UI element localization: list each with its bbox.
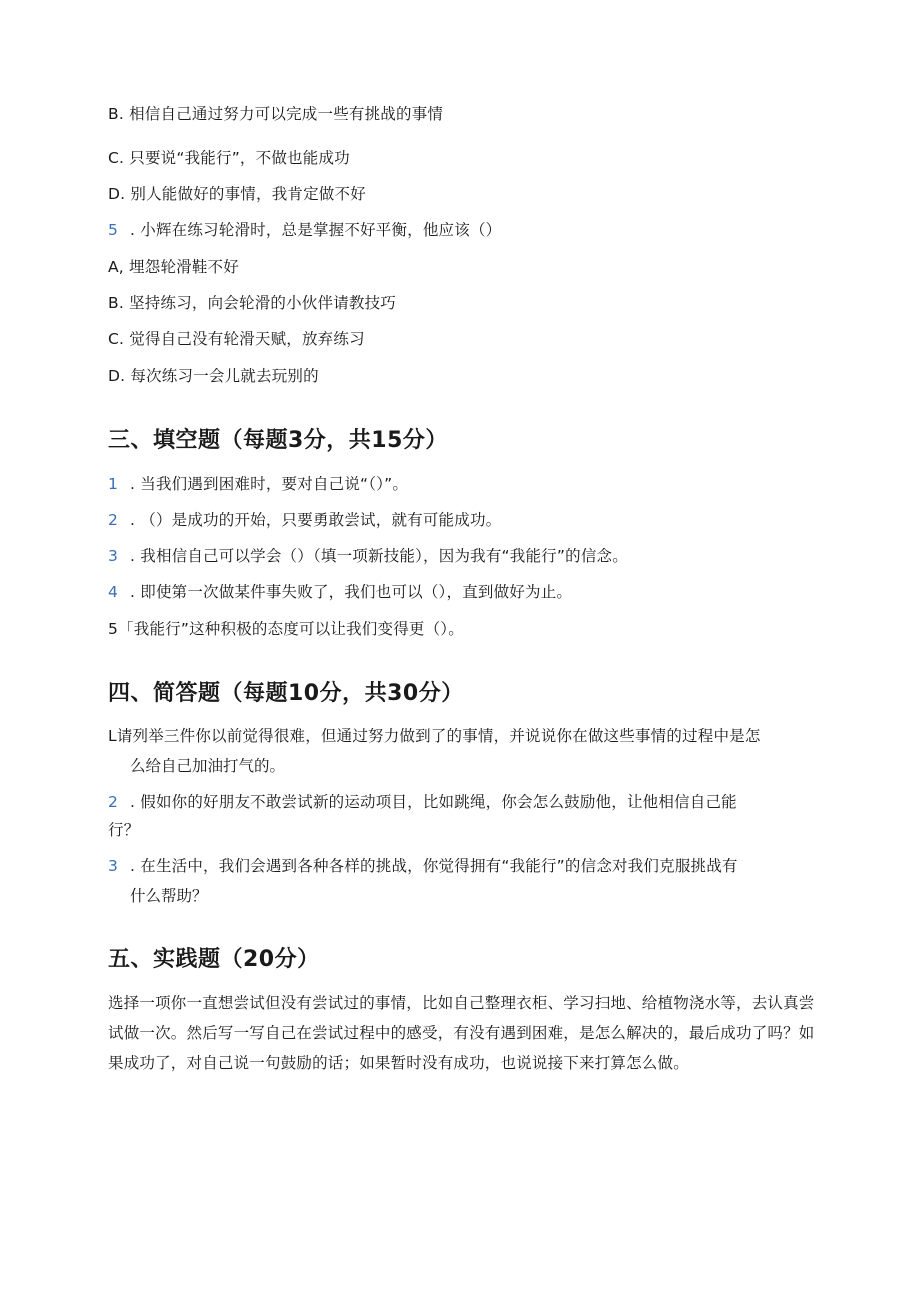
fill-item-2-text: . （）是成功的开始，只要勇敢尝试，就有可能成功。 bbox=[130, 511, 502, 529]
short-q2-line2: 行？ bbox=[108, 821, 140, 839]
section5-title: 五、实践题（20分） bbox=[108, 947, 320, 972]
q5-option-b: B. 坚持练习，向会轮滑的小伙伴请教技巧 bbox=[108, 294, 396, 312]
fill-item-1-number: 1 bbox=[108, 475, 119, 493]
q5-option-c: C. 觉得自己没有轮滑天赋，放弃练习 bbox=[108, 330, 365, 348]
fill-item-5: 5「我能行”这种积极的态度可以让我们变得更（）。 bbox=[108, 620, 464, 638]
fill-item-3 bbox=[108, 546, 628, 566]
short-q2-number: 2 bbox=[108, 793, 119, 811]
short-q3-line2: 什么帮助？ bbox=[130, 887, 208, 905]
q4-option-d: D. 别人能做好的事情，我肯定做不好 bbox=[108, 185, 366, 203]
q5-question bbox=[108, 220, 501, 240]
fill-item-1 bbox=[108, 474, 408, 494]
section4-title: 四、简答题（每题10分，共30分） bbox=[108, 681, 464, 706]
q4-option-b: B. 相信自己通过努力可以完成一些有挑战的事情 bbox=[108, 105, 444, 123]
short-q2-line1 bbox=[108, 792, 737, 812]
short-q3-line1 bbox=[108, 856, 738, 876]
short-q3-text: . 在生活中，我们会遇到各种各样的挑战，你觉得拥有“我能行”的信念对我们克服挑战有 bbox=[130, 857, 738, 875]
short-q1-line1: L请列举三件你以前觉得很难，但通过努力做到了的事情，并说说你在做这些事情的过程中是怎 bbox=[108, 727, 761, 745]
fill-item-4-number: 4 bbox=[108, 583, 119, 601]
section3-title: 三、填空题（每题3分，共15分） bbox=[108, 428, 448, 453]
fill-item-2-number: 2 bbox=[108, 511, 119, 529]
fill-item-2 bbox=[108, 510, 501, 530]
fill-item-4-text: . 即使第一次做某件事失败了，我们也可以（），直到做好为止。 bbox=[130, 583, 573, 601]
q5-option-d: D. 每次练习一会儿就去玩别的 bbox=[108, 367, 319, 385]
fill-item-1-text: . 当我们遇到困难时，要对自己说“（）”。 bbox=[130, 475, 409, 493]
practice-body: 选择一项你一直想尝试但没有尝试过的事情，比如自己整理衣柜、学习扫地、给植物浇水等，去认真尝试做一次。然后写一写自己在尝试过程中的感受，有没有遇到困难，是怎么解决的，最后成功了吗？如果成功了，对自己说一句鼓励的话；如果暂时没有成功，也说说接下来打算怎么做。 bbox=[108, 994, 815, 1072]
q4-option-c: C. 只要说“我能行”，不做也能成功 bbox=[108, 149, 350, 167]
short-q2-text: . 假如你的好朋友不敢尝试新的运动项目，比如跳绳，你会怎么鼓励他，让他相信自己能 bbox=[130, 793, 737, 811]
fill-item-3-number: 3 bbox=[108, 547, 119, 565]
short-q1-line2: 么给自己加油打气的。 bbox=[130, 757, 286, 775]
q5-number: 5 bbox=[108, 221, 119, 239]
fill-item-4 bbox=[108, 582, 572, 602]
q5-option-a: A, 埋怨轮滑鞋不好 bbox=[108, 258, 239, 276]
short-q3-number: 3 bbox=[108, 857, 119, 875]
fill-item-3-text: . 我相信自己可以学会（）（填一项新技能），因为我有“我能行”的信念。 bbox=[130, 547, 628, 565]
q5-text: . 小辉在练习轮滑时，总是掌握不好平衡，他应该（） bbox=[130, 221, 502, 239]
